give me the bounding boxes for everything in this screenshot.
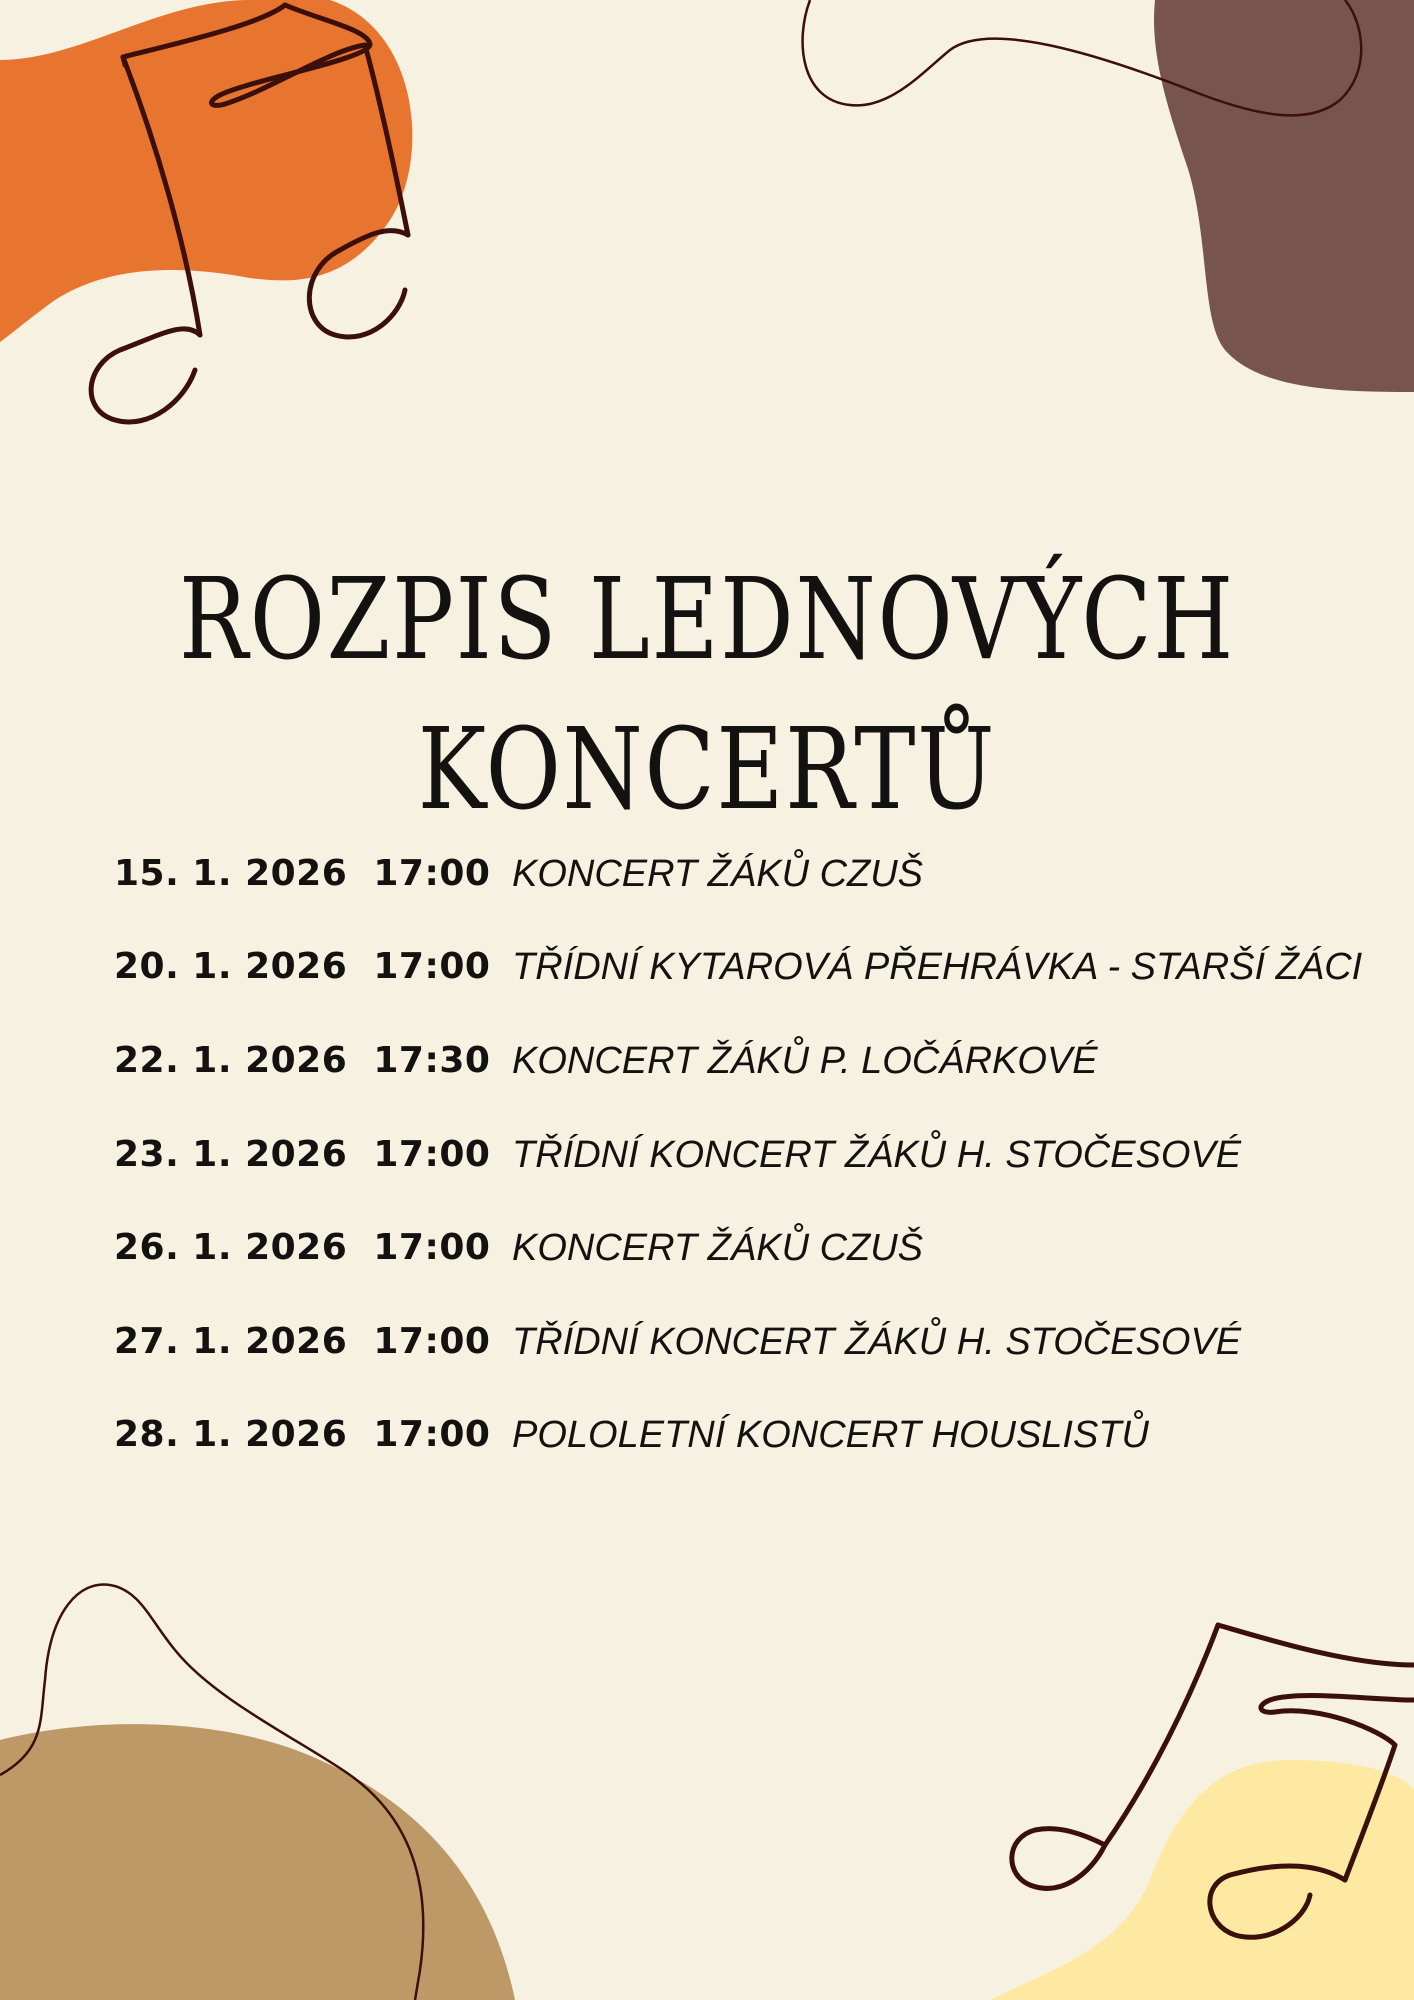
concert-date: 28. 1. 2026 [114, 1414, 348, 1455]
concert-date: 23. 1. 2026 [114, 1134, 348, 1175]
concert-datetime [114, 1218, 490, 1278]
concert-datetime [114, 1312, 490, 1372]
concert-time: 17:00 [373, 1227, 491, 1268]
concert-event: TŘÍDNÍ KONCERT ŽÁKŮ H. STOČESOVÉ [512, 1321, 1242, 1363]
concert-time: 17:00 [373, 1321, 491, 1362]
schedule-row [0, 1125, 1414, 1185]
concert-event: POLOLETNÍ KONCERT HOUSLISTŮ [512, 1414, 1149, 1456]
concert-event: TŘÍDNÍ KYTAROVÁ PŘEHRÁVKA - STARŠÍ ŽÁCI [512, 946, 1363, 988]
concert-date: 15. 1. 2026 [114, 853, 348, 894]
concert-time: 17:00 [373, 1134, 491, 1175]
concert-event: KONCERT ŽÁKŮ CZUŠ [512, 853, 924, 895]
concert-time: 17:00 [373, 853, 491, 894]
concert-time: 17:00 [373, 946, 491, 987]
schedule-row [0, 937, 1414, 997]
concert-event: TŘÍDNÍ KONCERT ŽÁKŮ H. STOČESOVÉ [512, 1134, 1242, 1176]
title-line-2: KONCERTŮ [417, 705, 997, 836]
concert-datetime [114, 1125, 490, 1185]
concert-time: 17:30 [373, 1040, 491, 1081]
schedule-row [0, 1218, 1414, 1278]
concert-datetime [114, 937, 490, 997]
schedule-row [0, 1405, 1414, 1465]
title-line-1: ROZPIS LEDNOVÝCH [178, 555, 1236, 686]
concert-event: KONCERT ŽÁKŮ P. LOČÁRKOVÉ [512, 1040, 1098, 1082]
concert-datetime [114, 844, 490, 904]
concert-date: 20. 1. 2026 [114, 946, 348, 987]
concert-date: 27. 1. 2026 [114, 1321, 348, 1362]
concert-date: 22. 1. 2026 [114, 1040, 348, 1081]
concert-time: 17:00 [373, 1414, 491, 1455]
concert-datetime [114, 1405, 490, 1465]
schedule-row [0, 844, 1414, 904]
concert-datetime [114, 1031, 490, 1091]
schedule-row [0, 1031, 1414, 1091]
concert-date: 26. 1. 2026 [114, 1227, 348, 1268]
schedule-row [0, 1312, 1414, 1372]
concert-event: KONCERT ŽÁKŮ CZUŠ [512, 1227, 924, 1269]
